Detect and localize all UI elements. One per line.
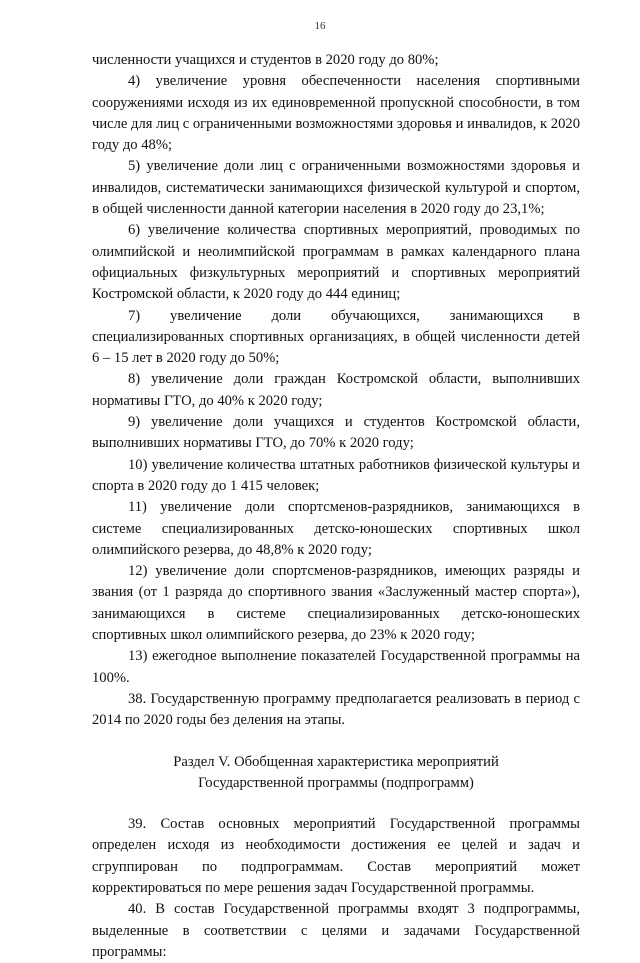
paragraph: 39. Состав основных мероприятий Государственной программы определен исходя из необходимости достижения ее целей и задач и сгруппирован по подпрограммам. Состав мероприятий может корректироваться по мере решения задач Государственной программы. [92, 816, 580, 896]
paragraph: 12) увеличение доли спортсменов-разрядников, имеющих разряды и звания (от 1 разряда до спортивного звания «Заслуженный мастер спорта»), занимающихся в системе специализированных детско-юношеских спортивных школ олимпийского резерва, до 23% к 2020 году; [92, 563, 580, 644]
paragraph: численности учащихся и студентов в 2020 году до 80%; [92, 52, 439, 68]
paragraph: 7) увеличение доли обучающихся, занимающихся в специализированных спортивных организациях, в общей численности детей 6 – 15 лет в 2020 году до 50%; [92, 307, 580, 367]
paragraph: 11) увеличение доли спортсменов-разрядников, занимающихся в системе специализированных детско-юношеских спортивных школ олимпийского резерва, до 48,8% к 2020 году; [92, 499, 580, 558]
paragraph: 8) увеличение доли граждан Костромской области, выполнивших нормативы ГТО, до 40% к 2020 году; [92, 371, 580, 409]
section-heading [92, 752, 580, 795]
paragraph: 5) увеличение доли лиц с ограниченными возможностями здоровья и инвалидов, систематически занимающихся физической культурой и спортом, в общей численности данной категории населения в 2020 году до 23,1%; [92, 158, 580, 218]
section-heading-line-2: Государственной программы (подпрограмм) [198, 774, 474, 791]
paragraph: 4) увеличение уровня обеспеченности населения спортивными сооружениями исходя из их единовременной пропускной способности, в том числе для лиц с ограниченными возможностями здоровья и инвалидов, к 2020 году до 48%; [92, 73, 580, 154]
paragraph: 9) увеличение доли учащихся и студентов Костромской области, выполнивших нормативы ГТО, до 70% к 2020 году; [92, 414, 580, 452]
document-body [92, 50, 580, 963]
paragraph: 13) ежегодное выполнение показателей Государственной программы на 100%. [92, 648, 580, 686]
paragraph: 6) увеличение количества спортивных мероприятий, проводимых по олимпийской и неолимпийской программам в рамках календарного плана официальных физкультурных мероприятий и спортивных мероприятий Костромской области, к 2020 году до 444 единиц; [92, 222, 580, 303]
paragraph: 38. Государственную программу предполагается реализовать в период с 2014 по 2020 годы без деления на этапы. [92, 690, 580, 729]
section-heading-line-1: Раздел V. Обобщенная характеристика мероприятий [173, 753, 499, 770]
paragraph: 40. В состав Государственной программы входят 3 подпрограммы, выделенные в соответствии с целями и задачами Государственной программы: [92, 901, 580, 960]
paragraph: 10) увеличение количества штатных работников физической культуры и спорта в 2020 году до 1 415 человек; [92, 456, 580, 494]
page-number: 16 [314, 20, 326, 32]
